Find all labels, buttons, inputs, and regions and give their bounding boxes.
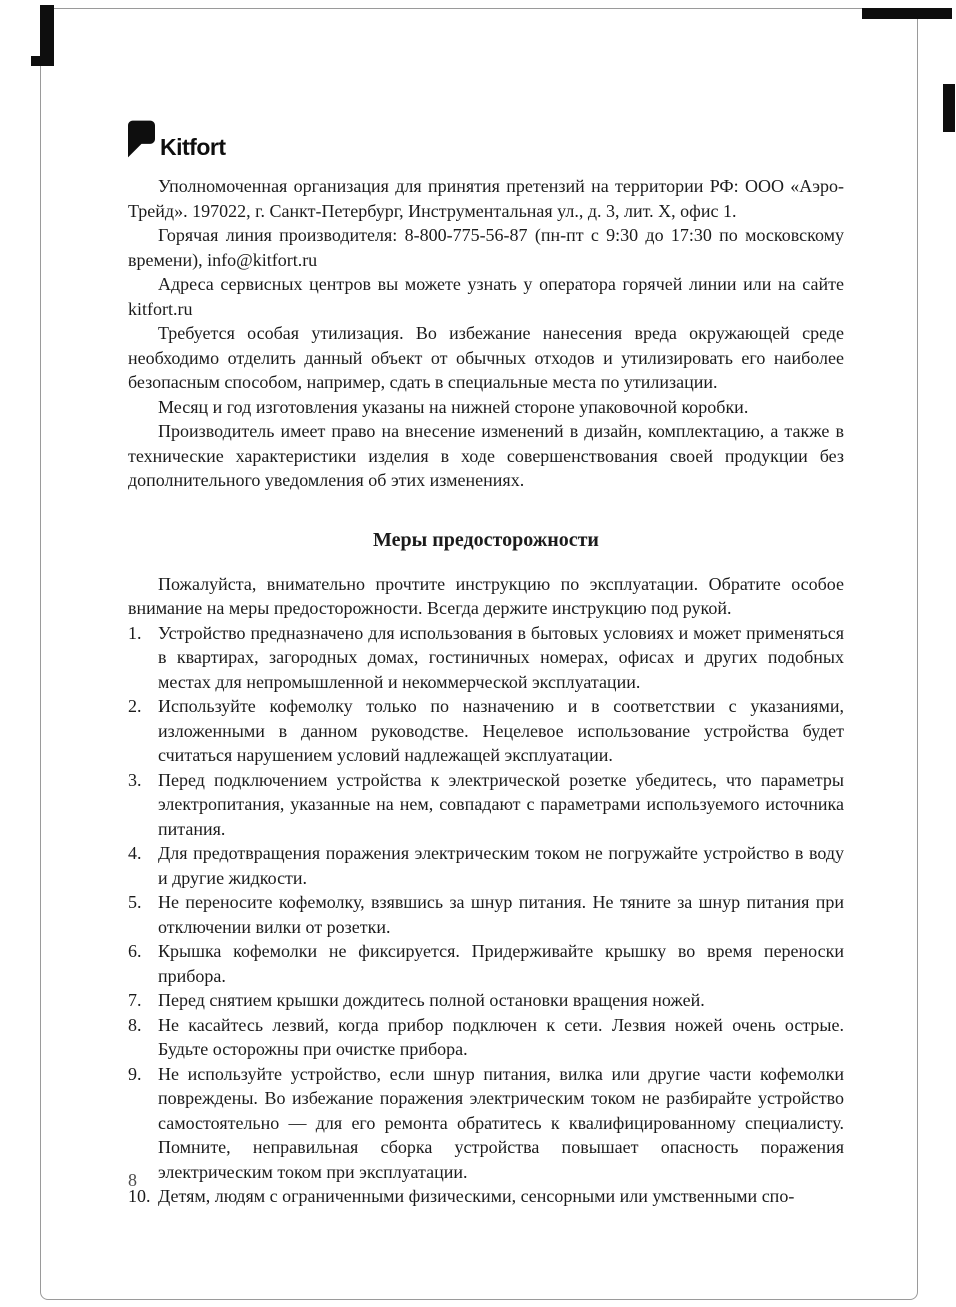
list-item-number: 10. [128, 1186, 151, 1206]
list-item [128, 694, 844, 768]
intro-paragraph: Горячая линия производителя: 8-800-775-56-87 (пн-пт с 9:30 до 17:30 по московскому времени), info@kitfort.ru [128, 225, 844, 270]
speech-bubble-mark-icon [128, 120, 155, 158]
list-item-text: Для предотвращения поражения электрическим током не погружайте устройство в воду и другие жидкости. [158, 843, 844, 888]
list-item [128, 621, 844, 695]
list-item-number: 8. [128, 1014, 142, 1035]
list-item [128, 988, 844, 1013]
list-item-text: Детям, людям с ограниченными физическими, сенсорными или умственными спо- [158, 1186, 795, 1206]
section-lead: Пожалуйста, внимательно прочтите инструкцию по эксплуатации. Обратите особое внимание на меры предосторожности. Всегда держите инструкцию под рукой. [128, 573, 844, 618]
list-item-number: 1. [128, 622, 142, 643]
list-item-text: Не касайтесь лезвий, когда прибор подключен к сети. Лезвия ножей очень острые. Будьте осторожны при очистке прибора. [158, 1014, 844, 1059]
list-item-text: Перед подключением устройства к электрической розетке убедитесь, что параметры электропитания, указанные на нем, совпадают с параметрами используемого источника питания. [158, 769, 844, 839]
list-item [128, 768, 844, 842]
logo-text: Kitfort [160, 134, 226, 160]
intro-paragraph: Уполномоченная организация для принятия претензий на территории РФ: ООО «Аэро-Трейд». 197022, г. Санкт-Петербург, Инструментальная ул., д. 3, лит. Х, офис 1. [128, 176, 844, 221]
intro-paragraphs [128, 174, 844, 493]
page-number: 8 [128, 1170, 137, 1190]
list-item-text: Не переносите кофемолку, взявшись за шнур питания. Не тяните за шнур питания при отключении вилки от розетки. [158, 892, 844, 937]
list-item-text: Не используйте устройство, если шнур питания, вилка или другие части кофемолки повреждены. Во избежание поражения электрическим током не разбирайте устройство самостоятельно — для его ремонта обратитесь к квалифицированному специалисту. Помните, неправильная сборка устройства повышает опасность поражения электрическим током при эксплуатации. [158, 1063, 844, 1182]
intro-paragraph: Адреса сервисных центров вы можете узнать у оператора горячей линии или на сайте kitfort.ru [128, 274, 844, 319]
list-item [128, 1184, 844, 1209]
list-item-text: Устройство предназначено для использования в бытовых условиях и может применяться в квартирах, загородных домах, гостиничных номерах, офисах и других подобных местах для непромышленной и некоммерческой эксплуатации. [158, 622, 844, 692]
list-item [128, 1013, 844, 1062]
intro-paragraph: Месяц и год изготовления указаны на нижней стороне упаковочной коробки. [158, 396, 749, 417]
section-title: Меры предосторожности [373, 528, 599, 551]
list-item-text: Крышка кофемолки не фиксируется. Придерживайте крышку во время переноски прибора. [158, 941, 844, 986]
list-item-number: 6. [128, 941, 142, 961]
kitfort-logo [128, 110, 844, 158]
crop-mark-top-right [862, 8, 952, 19]
list-item-number: 7. [128, 990, 142, 1010]
intro-paragraph: Производитель имеет право на внесение изменений в дизайн, комплектацию, а также в технические характеристики изделия в ходе совершенствования своей продукции без дополнительного уведомления об этих изменениях. [128, 421, 844, 490]
list-item-text: Перед снятием крышки дождитесь полной остановки вращения ножей. [158, 990, 705, 1010]
crop-mark-top-left-vertical [40, 5, 54, 56]
crop-mark-right-edge [943, 84, 955, 132]
list-item [128, 1062, 844, 1185]
list-item-number: 3. [128, 769, 142, 790]
list-item [128, 939, 844, 988]
list-item-text: Используйте кофемолку только по назначению и в соответствии с указаниями, изложенными в данном руководстве. Нецелевое использование устройства будет считаться нарушением условий надлежащей эксплуатации. [158, 696, 844, 765]
precautions-list [128, 621, 844, 1209]
list-item-number: 9. [128, 1063, 142, 1084]
list-item-number: 5. [128, 892, 142, 912]
list-item-number: 2. [128, 696, 142, 716]
list-item [128, 890, 844, 939]
crop-mark-top-left-horizontal [31, 56, 54, 66]
list-item [128, 841, 844, 890]
intro-paragraph: Требуется особая утилизация. Во избежание нанесения вреда окружающей среде необходимо отделить данный объект от обычных отходов и утилизировать его наиболее безопасным способом, например, сдать в специальные места по утилизации. [128, 323, 844, 392]
list-item-number: 4. [128, 843, 142, 863]
page-content [128, 110, 844, 1209]
